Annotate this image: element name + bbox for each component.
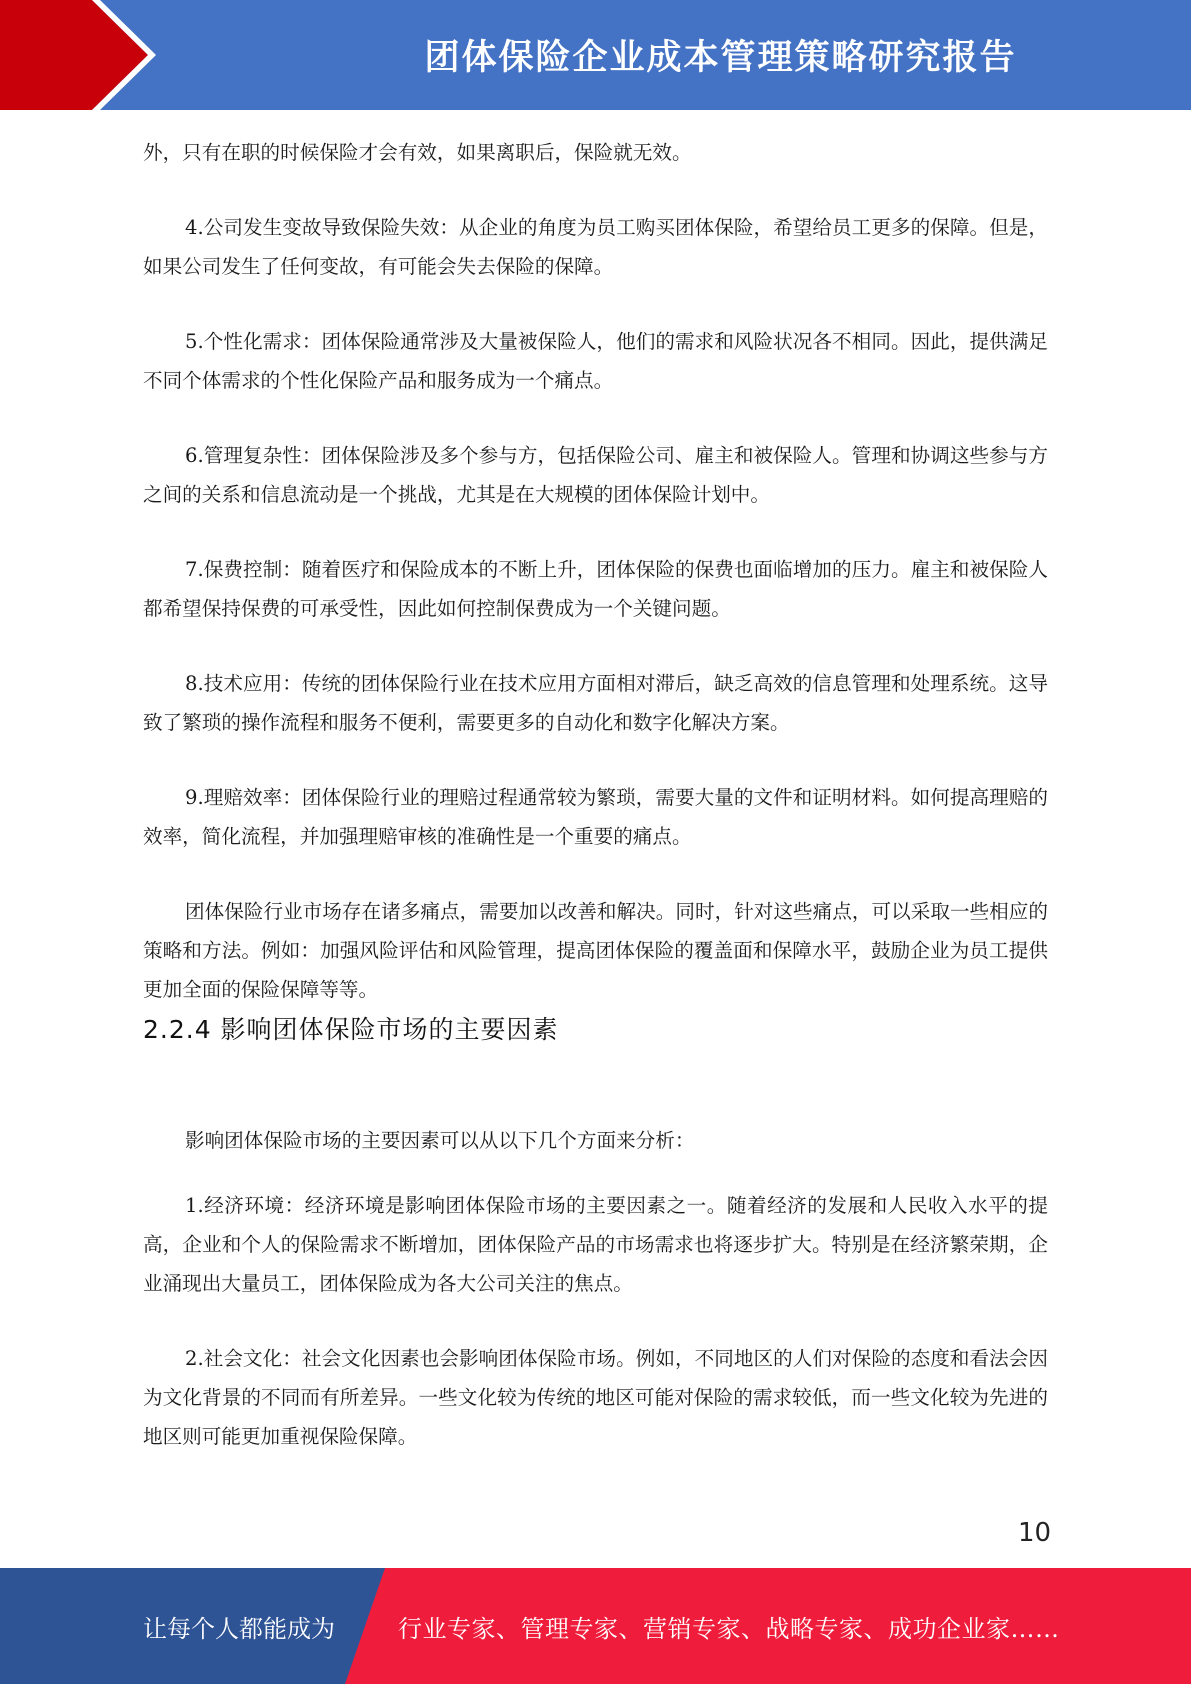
footer-slogan-right: 行业专家、管理专家、营销专家、战略专家、成功企业家…… bbox=[398, 1614, 1060, 1643]
paragraph: 5.个性化需求：团体保险通常涉及大量被保险人，他们的需求和风险状况各不相同。因此，提供满足不同个体需求的个性化保险产品和服务成为一个痛点。 bbox=[143, 330, 1048, 392]
document-body bbox=[143, 133, 1048, 1492]
paragraph: 2.社会文化：社会文化因素也会影响团体保险市场。例如，不同地区的人们对保险的态度和看法会因为文化背景的不同而有所差异。一些文化较为传统的地区可能对保险的需求较低，而一些文化较为先进的地区则可能更加重视保险保障。 bbox=[143, 1347, 1048, 1448]
paragraph: 9.理赔效率：团体保险行业的理赔过程通常较为繁琐，需要大量的文件和证明材料。如何提高理赔的效率，简化流程，并加强理赔审核的准确性是一个重要的痛点。 bbox=[143, 786, 1048, 848]
footer-slogan-left: 让每个人都能成为 bbox=[143, 1614, 335, 1643]
paragraph: 6.管理复杂性：团体保险涉及多个参与方，包括保险公司、雇主和被保险人。管理和协调这些参与方之间的关系和信息流动是一个挑战，尤其是在大规模的团体保险计划中。 bbox=[143, 444, 1048, 506]
report-title: 团体保险企业成本管理策略研究报告 bbox=[424, 38, 1017, 78]
paragraph: 4.公司发生变故导致保险失效：从企业的角度为员工购买团体保险，希望给员工更多的保障。但是，如果公司发生了任何变故，有可能会失去保险的保障。 bbox=[143, 216, 1048, 278]
paragraph: 8.技术应用：传统的团体保险行业在技术应用方面相对滞后，缺乏高效的信息管理和处理系统。这导致了繁琐的操作流程和服务不便利，需要更多的自动化和数字化解决方案。 bbox=[143, 672, 1048, 734]
page-footer bbox=[0, 1568, 1191, 1684]
paragraph: 1.经济环境：经济环境是影响团体保险市场的主要因素之一。随着经济的发展和人民收入水平的提高，企业和个人的保险需求不断增加，团体保险产品的市场需求也将逐步扩大。特别是在经济繁荣期，企业涌现出大量员工，团体保险成为各大公司关注的焦点。 bbox=[143, 1194, 1048, 1295]
section-heading: 2.2.4 影响团体保险市场的主要因素 bbox=[143, 1015, 559, 1044]
paragraph: 团体保险行业市场存在诸多痛点，需要加以改善和解决。同时，针对这些痛点，可以采取一些相应的策略和方法。例如：加强风险评估和风险管理，提高团体保险的覆盖面和保障水平，鼓励企业为员工提供更加全面的保险保障等等。 bbox=[143, 900, 1048, 1001]
paragraph: 外，只有在职的时候保险才会有效，如果离职后，保险就无效。 bbox=[143, 141, 692, 164]
paragraph: 7.保费控制：随着医疗和保险成本的不断上升，团体保险的保费也面临增加的压力。雇主和被保险人都希望保持保费的可承受性，因此如何控制保费成为一个关键问题。 bbox=[143, 558, 1048, 620]
page-header bbox=[0, 0, 1191, 110]
page-number: 10 bbox=[1018, 1518, 1052, 1548]
paragraph: 影响团体保险市场的主要因素可以从以下几个方面来分析： bbox=[185, 1129, 695, 1152]
